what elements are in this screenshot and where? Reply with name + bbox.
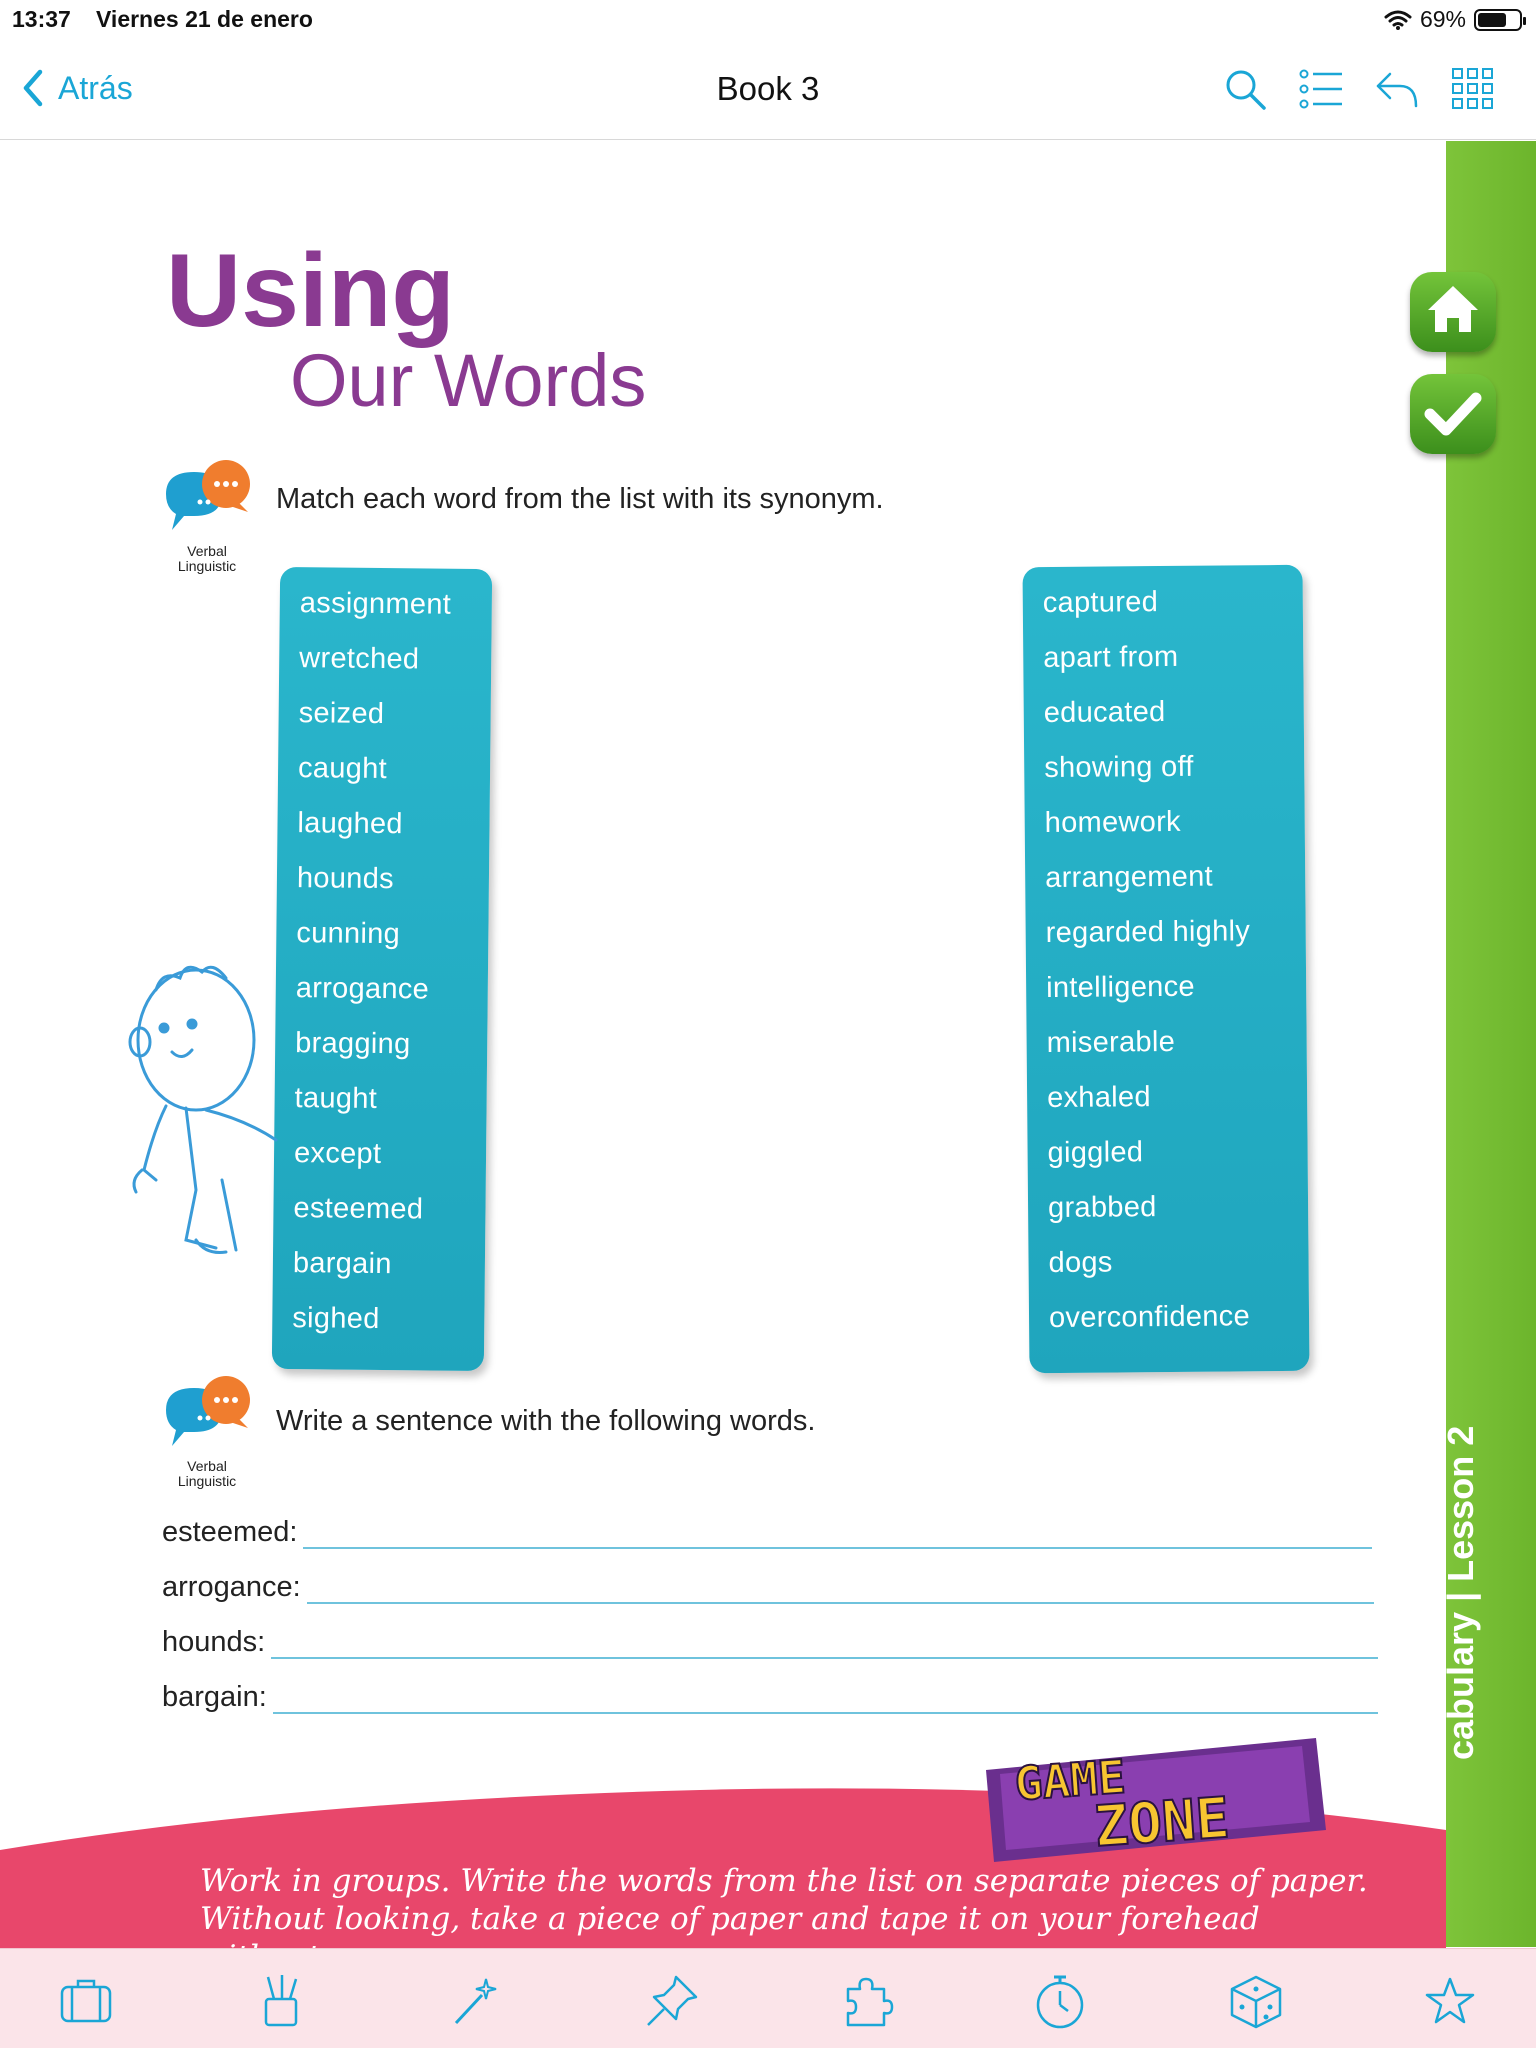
word-item[interactable]: showing off <box>1044 750 1194 785</box>
word-item[interactable]: seized <box>298 697 385 731</box>
word-item[interactable]: intelligence <box>1046 970 1195 1005</box>
word-item[interactable]: bargain <box>292 1247 392 1281</box>
instruction-write: Write a sentence with the following words. <box>276 1405 816 1437</box>
wifi-icon <box>1384 9 1412 31</box>
speech-bubbles-icon-2 <box>160 1374 260 1464</box>
answer-line[interactable] <box>271 1633 1378 1659</box>
lesson-strip-label: cabulary | Lesson 2 <box>1440 1425 1481 1760</box>
badge2-line1: Verbal <box>187 1458 227 1474</box>
sentence-prompt: esteemed: <box>162 1516 298 1548</box>
word-item[interactable]: cunning <box>296 917 401 951</box>
list-icon[interactable] <box>1298 66 1344 112</box>
word-item[interactable]: educated <box>1043 695 1166 730</box>
star-icon[interactable] <box>1420 1971 1480 2031</box>
word-item[interactable]: taught <box>294 1082 378 1115</box>
sentence-row-hounds[interactable] <box>162 1626 1378 1659</box>
word-item[interactable]: miserable <box>1046 1025 1176 1060</box>
briefcase-icon[interactable] <box>56 1971 116 2031</box>
art-tools-icon[interactable] <box>252 1971 312 2031</box>
word-item[interactable]: apart from <box>1043 640 1179 675</box>
game-text-line1: Work in groups. Write the words from the list on separate pieces of paper. <box>200 1863 1368 1899</box>
word-item[interactable]: homework <box>1044 805 1182 840</box>
logo-word-zone: ZONE <box>1092 1785 1232 1860</box>
logo-word-game: GAME <box>1013 1749 1128 1811</box>
word-item[interactable]: assignment <box>299 587 452 621</box>
verbal-linguistic-badge <box>164 544 250 574</box>
speech-bubbles-icon <box>160 458 260 548</box>
nav-bar <box>0 40 1536 140</box>
word-item[interactable]: overconfidence <box>1048 1300 1251 1335</box>
nav-icons <box>1222 66 1496 112</box>
title-using: Using <box>166 233 455 349</box>
answer-line[interactable] <box>303 1523 1372 1549</box>
word-item[interactable]: exhaled <box>1046 1081 1151 1115</box>
status-bar <box>0 0 1536 40</box>
stopwatch-icon[interactable] <box>1030 1971 1090 2031</box>
badge2-line2: Linguistic <box>177 1473 237 1489</box>
home-icon <box>1410 272 1496 352</box>
checkmark-icon <box>1410 374 1496 454</box>
sentence-prompt: hounds: <box>162 1626 266 1658</box>
boy-illustration <box>126 930 286 1270</box>
verbal-linguistic-badge-2 <box>164 1459 250 1489</box>
word-item[interactable]: captured <box>1042 586 1159 620</box>
word-item[interactable]: hounds <box>296 862 395 896</box>
status-date: Viernes 21 de enero <box>96 6 313 32</box>
search-icon[interactable] <box>1222 66 1268 112</box>
battery-fill <box>1478 13 1506 27</box>
grid-icon[interactable] <box>1450 66 1496 112</box>
nav-title: Book 3 <box>716 70 820 107</box>
word-item[interactable]: laughed <box>297 807 404 841</box>
dice-icon[interactable] <box>1226 1971 1286 2031</box>
word-item[interactable]: sighed <box>292 1302 380 1335</box>
battery-percent: 69% <box>1419 6 1466 32</box>
word-item[interactable]: grabbed <box>1047 1191 1157 1225</box>
sentence-row-esteemed[interactable] <box>162 1516 1372 1549</box>
word-list-right <box>1022 565 1309 1373</box>
word-list-left <box>272 567 492 1371</box>
word-item[interactable]: arrogance <box>295 972 430 1006</box>
word-item[interactable]: except <box>293 1137 382 1171</box>
word-item[interactable]: esteemed <box>293 1192 424 1226</box>
status-time: 13:37 <box>12 6 71 32</box>
game-text-line2: Without looking, take a piece of paper and tape it on your forehead <box>200 1901 1260 1937</box>
sentence-row-arrogance[interactable] <box>162 1571 1374 1604</box>
word-item[interactable]: dogs <box>1048 1246 1113 1280</box>
word-item[interactable]: arrangement <box>1045 860 1214 895</box>
status-right <box>1384 6 1522 33</box>
answer-line[interactable] <box>307 1578 1374 1604</box>
word-item[interactable]: caught <box>297 752 388 786</box>
word-item[interactable]: regarded highly <box>1045 915 1251 950</box>
sentence-prompt: bargain: <box>162 1681 267 1713</box>
word-item[interactable]: wretched <box>299 642 420 676</box>
magic-wand-icon[interactable] <box>446 1971 506 2031</box>
bottom-toolbar <box>0 1948 1536 2048</box>
home-button[interactable] <box>1410 272 1496 352</box>
badge-line1: Verbal <box>187 543 227 559</box>
game-zone-logo <box>976 1730 1336 1870</box>
back-label: Atrás <box>58 69 133 106</box>
pin-icon[interactable] <box>642 1971 702 2031</box>
word-item[interactable]: bragging <box>295 1027 411 1061</box>
undo-icon[interactable] <box>1374 66 1420 112</box>
word-item[interactable]: giggled <box>1047 1136 1144 1170</box>
instruction-match: Match each word from the list with its synonym. <box>276 483 884 515</box>
battery-icon <box>1474 9 1522 31</box>
puzzle-icon[interactable] <box>836 1971 896 2031</box>
title-our-words: Our Words <box>290 339 647 422</box>
sentence-prompt: arrogance: <box>162 1571 301 1603</box>
badge-line2: Linguistic <box>177 558 237 574</box>
check-button[interactable] <box>1410 374 1496 454</box>
